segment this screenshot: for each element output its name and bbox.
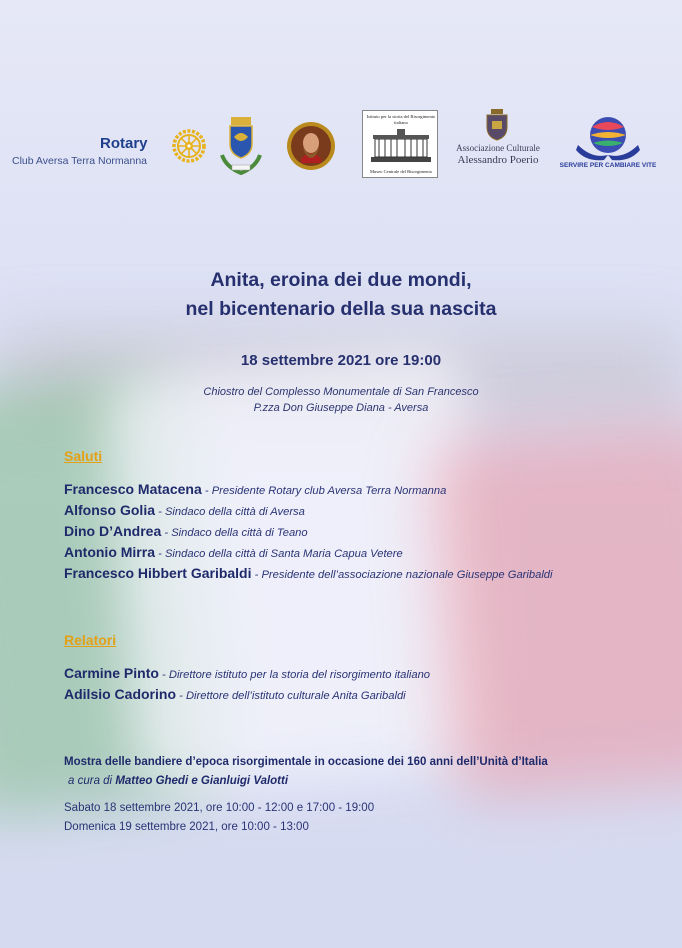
separator: - [155,548,165,560]
speaker-name: Dino D’Andrea [64,523,162,539]
speaker-name: Adilsio Cadorino [64,686,176,702]
speaker-role: Presidente dell’associazione nazionale Giuseppe Garibaldi [261,569,553,581]
exhibition-dates [64,802,374,840]
globe-hands-icon [576,115,640,161]
logos-row [0,105,682,185]
list-item [64,665,430,686]
event-location [0,384,682,416]
speaker-role: Direttore dell’istituto culturale Anita Garibaldi [185,690,406,702]
separator: - [251,569,262,581]
speaker-name: Carmine Pinto [64,665,159,681]
exhibition-date-2: Domenica 19 settembre 2021, ore 10:00 - 13:00 [64,821,309,833]
list-item [64,523,553,544]
saluti-list [64,481,553,586]
poerio-logo [450,109,550,179]
speaker-name: Antonio Mirra [64,544,155,560]
curator-names: Matteo Ghedi e Gianluigi Valotti [115,775,289,787]
list-item [64,686,430,707]
rotary-club-name: Club Aversa Terra Normanna [12,155,148,167]
relatori-list [64,665,430,707]
saluti-heading: Saluti [64,448,103,464]
poerio-association-label: Associazione Culturale [456,143,540,153]
separator: - [158,669,169,681]
list-item [64,565,553,586]
servire-motto: SERVIRE PER CAMBIARE VITE [559,162,657,169]
speaker-role: Presidente Rotary club Aversa Terra Normanna [211,485,447,497]
title-line-1: Anita, eroina dei due mondi, [210,269,472,291]
location-line-1: Chiostro del Complesso Monumentale di San Francesco [203,386,479,398]
aversa-crest-icon [218,115,264,175]
separator: - [201,485,212,497]
vittoriano-icon [369,129,433,163]
speaker-role: Direttore istituto per la storia del risorgimento italiano [168,669,431,681]
speaker-role: Sindaco della città di Aversa [164,506,305,518]
speaker-name: Francesco Hibbert Garibaldi [64,565,252,581]
museo-subtitle: Museo Centrale del Risorgimento [369,168,433,174]
list-item [64,481,553,502]
exhibition-date-1: Sabato 18 settembre 2021, ore 10:00 - 12:00 e 17:00 - 19:00 [64,802,375,814]
separator: - [176,690,186,702]
rotary-wordmark: Rotary [100,135,148,152]
list-item [64,544,553,565]
curated-prefix: a cura di [68,775,116,787]
separator: - [155,506,165,518]
list-item [64,502,553,523]
exhibition-curators [68,775,288,787]
relatori-heading: Relatori [64,632,117,648]
exhibition-title: Mostra delle bandiere d’epoca risorgimentale in occasione dei 160 anni dell’Unità d’Italia [64,756,548,768]
garibaldi-medal-icon [286,121,336,171]
museo-institute-name: Istituto per la storia del Risorgimento italiano [366,114,436,125]
rotary-wheel-icon [172,129,206,163]
event-title [0,266,682,324]
rotary-logo [12,135,197,175]
event-date: 18 settembre 2021 ore 19:00 [240,352,442,369]
separator: - [161,527,172,539]
speaker-name: Francesco Matacena [64,481,202,497]
servire-logo [556,115,660,175]
speaker-name: Alfonso Golia [64,502,155,518]
speaker-role: Sindaco della città di Teano [171,527,308,539]
location-line-2: P.zza Don Giuseppe Diana - Aversa [253,402,429,414]
speaker-role: Sindaco della città di Santa Maria Capua Vetere [164,548,403,560]
poerio-name: Alessandro Poerio [457,154,539,166]
poerio-crest-icon [484,109,510,141]
title-line-2: nel bicentenario della sua nascita [185,298,497,320]
museo-risorgimento-logo [362,110,438,178]
